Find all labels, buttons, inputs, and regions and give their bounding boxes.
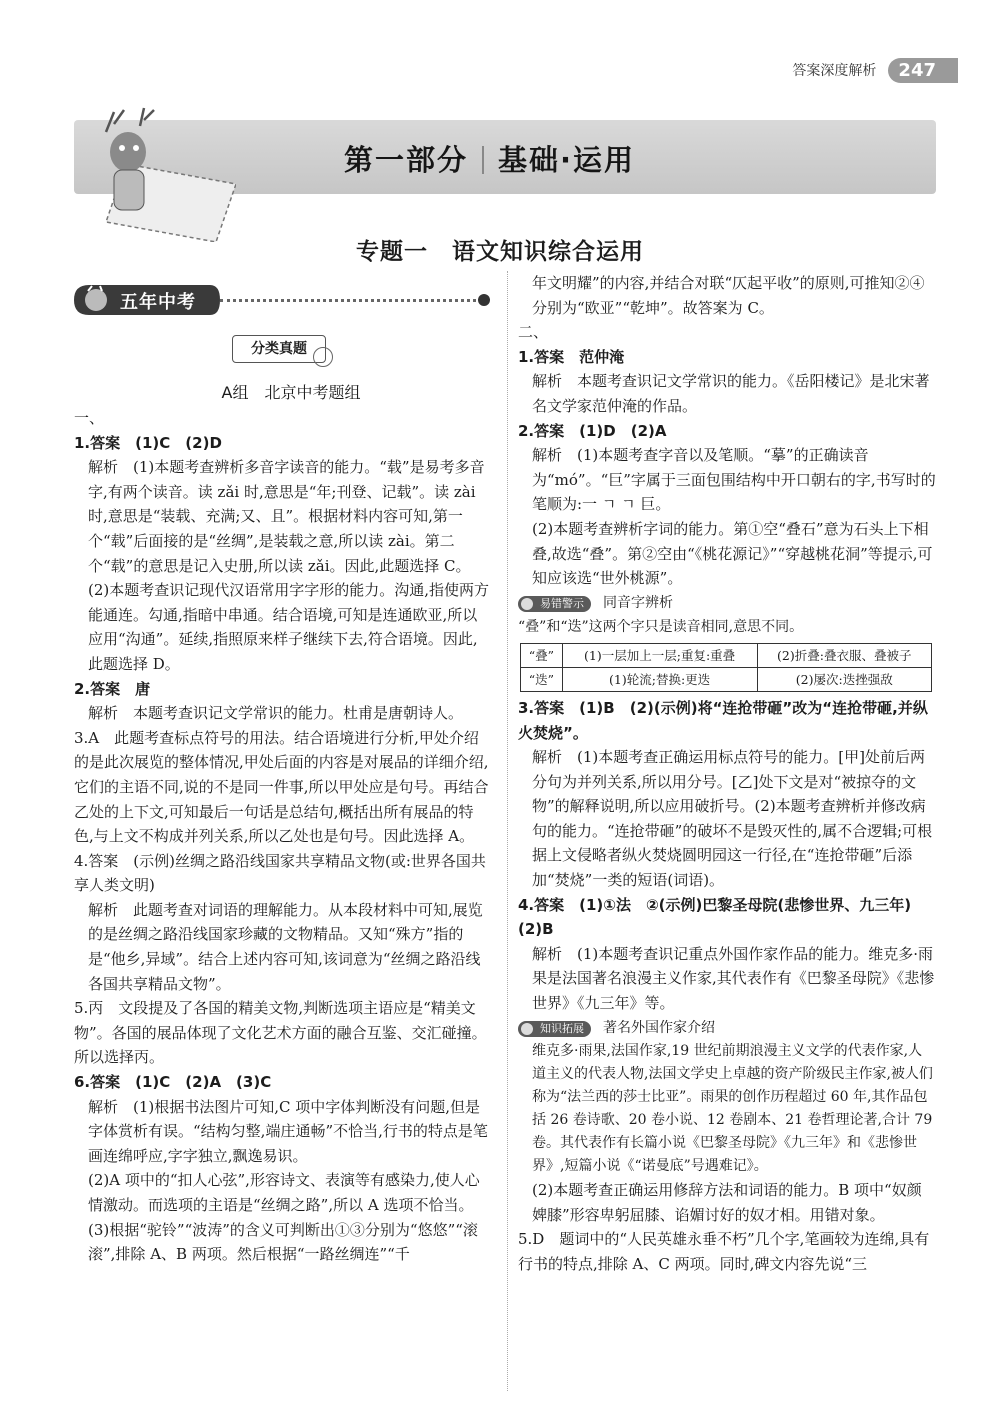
analysis-6-3-cont: 年文明耀”的内容,并结合对联“仄起平收”的原则,可推知②④分别为“欧亚”“乾坤”。故答案为 C。 <box>532 274 925 317</box>
analysis-2-3: 解析 (1)本题考查正确运用标点符号的能力。[甲]处前后两分句为并列关系,所以用分号。[乙]处下文是对“被掠夺的文物”的解释说明,所以应用破折号。(2)本题考查辨析并修改病句的能力。“连抢带砸”的破坏不是毁灭性的,属不合逻辑;可根据上文侵略者纵火焚烧圆明园这一行径,在“连抢带砸”后添加“焚烧”一类的短语(词语)。 <box>532 748 933 890</box>
answer-2: 2.答案 唐 <box>74 679 151 698</box>
section-end-dot <box>478 294 490 306</box>
analysis-6-1: 解析 (1)根据书法图片可知,C 项中字体判断没有问题,但是字体赏析有误。“结构匀整,端庄通畅”不恰当,行书的特点是笔画连绵呼应,字字独立,飘逸易识。 <box>88 1097 488 1165</box>
header-title: 答案深度解析 <box>792 63 877 79</box>
answer-2-5: 5.D 题词中的“人民英雄永垂不朽”几个字,笔画较为连绵,具有行书的特点,排除 A、C 两项。同时,碑文内容先说“三 <box>518 1230 930 1273</box>
table-cell: “迭” <box>521 667 563 691</box>
warning-title: 同音字辨析 <box>603 594 673 611</box>
analysis-1-1: 解析 (1)本题考查辨析多音字读音的能力。“载”是易考多音字,有两个读音。读 zǎi 时,意思是“年;刊登、记载”。读 zài 时,意思是“装载、充满;又、且”。根据材料内容可知,第一个“载”后面接的是“丝绸”,是装载之意,所以读 zài。第二个“载”的意思是记入史册,所以读 zǎi。因此,此题选择 C。 <box>88 458 485 575</box>
answer-6: 6.答案 (1)C (2)A (3)C <box>74 1073 272 1092</box>
analysis-2-4-2: (2)本题考查正确运用修辞方法和词语的能力。B 项中“奴颜婢膝”形容卑躬屈膝、谄媚讨好的奴才相。用错对象。 <box>532 1181 922 1224</box>
section-header <box>74 285 494 315</box>
answer-1: 1.答案 (1)C (2)D <box>74 433 222 452</box>
column-divider <box>507 271 508 1391</box>
roman-two: 二、 <box>518 323 549 342</box>
analysis-2-2-b: (2)本题考查辨析字词的能力。第①空“叠石”意为石头上下相叠,故选“叠”。第②空由“《桃花源记》”“穿越桃花洞”等提示,可知应该选“世外桃源”。 <box>532 519 933 588</box>
table-row <box>521 643 932 667</box>
subsection-badge: 分类真题 <box>232 335 326 363</box>
warning-tag: 易错警示 <box>518 596 591 612</box>
analysis-2-2-a: 解析 (1)本题考查字音以及笔顺。“摹”的正确读音为“mó”。“巨”字属于三面包围结构中开口朝右的字,书写时的笔顺为:一 ㄱ ㄱ 巨。 <box>532 446 936 514</box>
warning-note-text: “叠”和“迭”这两个字只是读音相同,意思不同。 <box>518 619 804 636</box>
table-cell: (1)轮流;替换:更迭 <box>562 667 757 691</box>
section-badge-label: 五年中考 <box>120 292 196 313</box>
analysis-2-4: 解析 (1)本题考查识记重点外国作家作品的能力。维克多·雨果是法国著名浪漫主义作家,其代表作有《巴黎圣母院》《悲惨世界》《九三年》等。 <box>532 944 935 1013</box>
banner-title <box>344 138 635 179</box>
homophone-table <box>520 643 932 692</box>
answer-2-3: 3.答案 (1)B (2)(示例)将“连抢带砸”改为“连抢带砸,并纵火焚烧”。 <box>518 698 928 742</box>
knowledge-title: 著名外国作家介绍 <box>603 1019 715 1036</box>
analysis-2-1: 解析 本题考查识记文学常识的能力。《岳阳楼记》是北宋著名文学家范仲淹的作品。 <box>532 372 930 415</box>
analysis-4: 解析 此题考查对词语的理解能力。从本段材料中可知,展览的是丝绸之路沿线国家珍藏的文物精品。又知“殊方”指的是“他乡,异域”。结合上述内容可知,该词意为“丝绸之路沿线各国共享精品文物”。 <box>88 900 483 993</box>
warning-note-header <box>518 591 936 616</box>
banner-part: 第一部分 <box>344 143 469 177</box>
banner-separator <box>482 146 484 174</box>
analysis-6-3: (3)根据“驼铃”“波涛”的含义可判断出①③分别为“悠悠”“滚滚”,排除 A、B 两项。然后根据“一路丝绸连”“千 <box>88 1220 478 1264</box>
left-column <box>74 406 492 1267</box>
page-number: 247 <box>888 58 958 83</box>
analysis-6-2: (2)A 项中的“扣人心弦”,形容诗文、表演等有感染力,使人心情激动。而选项的主语是“丝绸之路”,所以 A 选项不恰当。 <box>88 1171 480 1214</box>
knowledge-tag: 知识拓展 <box>518 1021 591 1037</box>
deer-mascot-icon <box>86 104 236 242</box>
page-header <box>792 56 958 84</box>
answer-2-4: 4.答案 (1)①法 ②(示例)巴黎圣母院(悲惨世界、九三年) (2)B <box>518 895 927 939</box>
table-cell: (2)屡次:迭挫强敌 <box>757 667 931 691</box>
table-row <box>521 667 932 691</box>
answer-2-2: 2.答案 (1)D (2)A <box>518 421 667 440</box>
topic-title: 专题一 语文知识综合运用 <box>356 239 644 265</box>
banner-name: 基础·运用 <box>498 143 636 177</box>
table-cell: (2)折叠:叠衣服、叠被子 <box>757 643 931 667</box>
group-title: A组 北京中考题组 <box>221 383 361 402</box>
section-divider <box>220 299 482 302</box>
analysis-1-2: (2)本题考查识记现代汉语常用字字形的能力。沟通,指使两方能通连。勾通,指暗中串通。结合语境,可知是连通欧亚,所以应用“沟通”。延续,指照原来样子继续下去,符合语境。因此,此题选择 D。 <box>88 581 490 673</box>
answer-5: 5.丙 文段提及了各国的精美文物,判断选项主语应是“精美文物”。各国的展品体现了文化艺术方面的融合互鉴、交汇碰撞。所以选择丙。 <box>74 999 487 1067</box>
table-cell: (1)一层加上一层;重复:重叠 <box>562 643 757 667</box>
right-column <box>518 271 936 1277</box>
knowledge-text: 维克多·雨果,法国作家,19 世纪前期浪漫主义文学的代表作家,人道主义的代表人物,法国文学史上卓越的资产阶级民主作家,被人们称为“法兰西的莎士比亚”。雨果的创作历程超过 60 年,其作品包括 26 卷诗歌、20 卷小说、12 卷剧本、21 卷哲理论著,合计 79 卷。其代表作有长篇小说《巴黎圣母院》《九三年》和《悲惨世界》,短篇小说《“诺曼底”号遇难记》。 <box>532 1043 933 1175</box>
answer-3: 3.A 此题考查标点符号的用法。结合语境进行分析,甲处介绍的是此次展览的整体情况,甲处后面的内容是对展品的详细介绍,它们的主语不同,说的不是同一件事,所以甲处应是句号。再结合乙处的上下文,可知最后一句话是总结句,概括出所有展品的特色,与上文不构成并列关系,所以乙处也是句号。因此选择 A。 <box>74 728 489 846</box>
analysis-2: 解析 本题考查识记文学常识的能力。杜甫是唐朝诗人。 <box>88 704 464 723</box>
answer-2-1: 1.答案 范仲淹 <box>518 347 625 366</box>
swirl-icon <box>313 347 333 367</box>
table-cell: “叠” <box>521 643 563 667</box>
roman-one: 一、 <box>74 409 105 427</box>
knowledge-note-header <box>518 1016 936 1041</box>
answer-4: 4.答案 (示例)丝绸之路沿线国家共享精品文物(或:世界各国共享人类文明) <box>74 851 486 895</box>
